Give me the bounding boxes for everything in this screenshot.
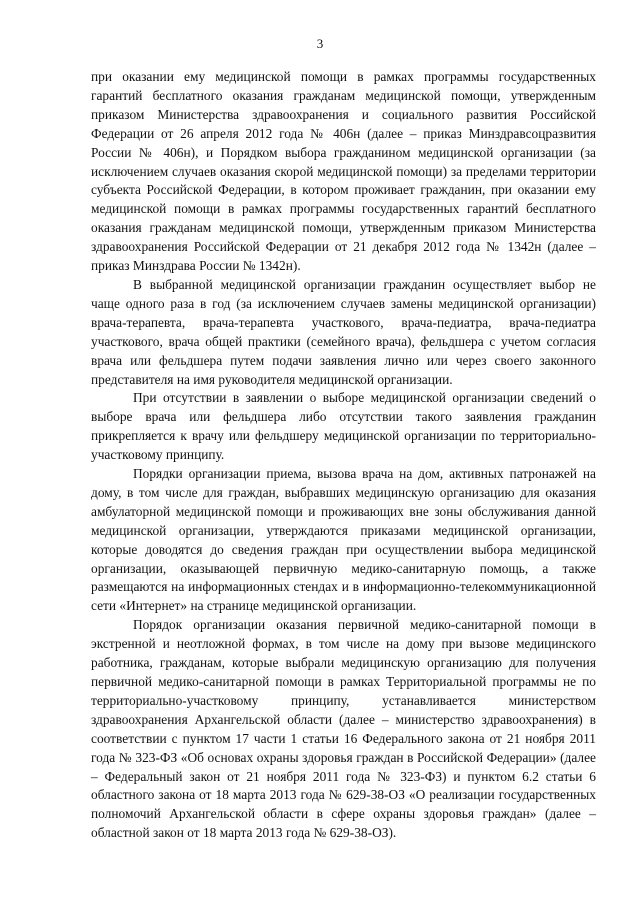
paragraph-continuation: при оказании ему медицинской помощи в рамках программы государственных гарантий бесплатного оказания гражданам медицинской помощи, утвержденным приказом Министерства здравоохранения и социального развития Российской Федерации от 26 апреля 2012 года № 406н (далее – приказ Минздравсоцразвития России № 406н), и Порядком выбора гражданином медицинской организации (за исключением случаев оказания скорой медицинской помощи) за пределами территории субъекта Российской Федерации, в котором проживает гражданин, при оказании ему медицинской помощи в рамках программы государственных гарантий бесплатного оказания гражданам медицинской помощи, утвержденным приказом Министерства здравоохранения Российской Федерации от 21 декабря 2012 года № 1342н (далее – приказ Минздрава России № 1342н). bbox=[91, 69, 596, 274]
paragraph-no-application: При отсутствии в заявлении о выборе медицинской организации сведений о выборе врача или фельдшера либо отсутствии такого заявления гражданин прикрепляется к врачу или фельдшеру медицинской организации по территориально-участковому принципу. bbox=[91, 390, 596, 463]
paragraph-doctor-choice: В выбранной медицинской организации гражданин осуществляет выбор не чаще одного раза в год (за исключением случаев замены медицинской организации) врача-терапевта, врача-терапевта участкового, врача-педиатра, врача-педиатра участкового, врача общей практики (семейного врача), фельдшера с учетом согласия врача или фельдшера путем подачи заявления лично или через своего законного представителя на имя руководителя медицинской организации. bbox=[91, 276, 596, 387]
page-number: 3 bbox=[316, 36, 324, 51]
document-body bbox=[91, 68, 596, 843]
paragraph-reception-procedures: Порядки организации приема, вызова врача на дом, активных патронажей на дому, в том числе для граждан, выбравших медицинскую организацию для оказания амбулаторной медицинской помощи и проживающих вне зоны обслуживания данной медицинской организации, утверждаются приказами медицинской организации, которые доводятся до сведения граждан при осуществлении выбора медицинской организации, оказывающей первичную медико-санитарную помощь, а также размещаются на информационных стендах и в информационно-телекоммуникационной сети «Интернет» на странице медицинской организации. bbox=[91, 466, 596, 614]
paragraph-emergency-care: Порядок организации оказания первичной медико-санитарной помощи в экстренной и неотложной формах, в том числе на дому при вызове медицинского работника, гражданам, которые выбрали медицинскую организацию для получения первичной медико-санитарной помощи в рамках Территориальной программы не по территориально-участковому принципу, устанавливается министерством здравоохранения Архангельской области (далее – министерство здравоохранения) в соответствии с пунктом 17 части 1 статьи 16 Федерального закона от 21 ноября 2011 года № 323-ФЗ «Об основах охраны здоровья граждан в Российской Федерации» (далее – Федеральный закон от 21 ноября 2011 года № 323-ФЗ) и пунктом 6.2 статьи 6 областного закона от 18 марта 2013 года № 629-38-ОЗ «О реализации государственных полномочий Архангельской области в сфере охраны здоровья граждан» (далее – областной закон от 18 марта 2013 года № 629-38-ОЗ). bbox=[91, 617, 596, 841]
